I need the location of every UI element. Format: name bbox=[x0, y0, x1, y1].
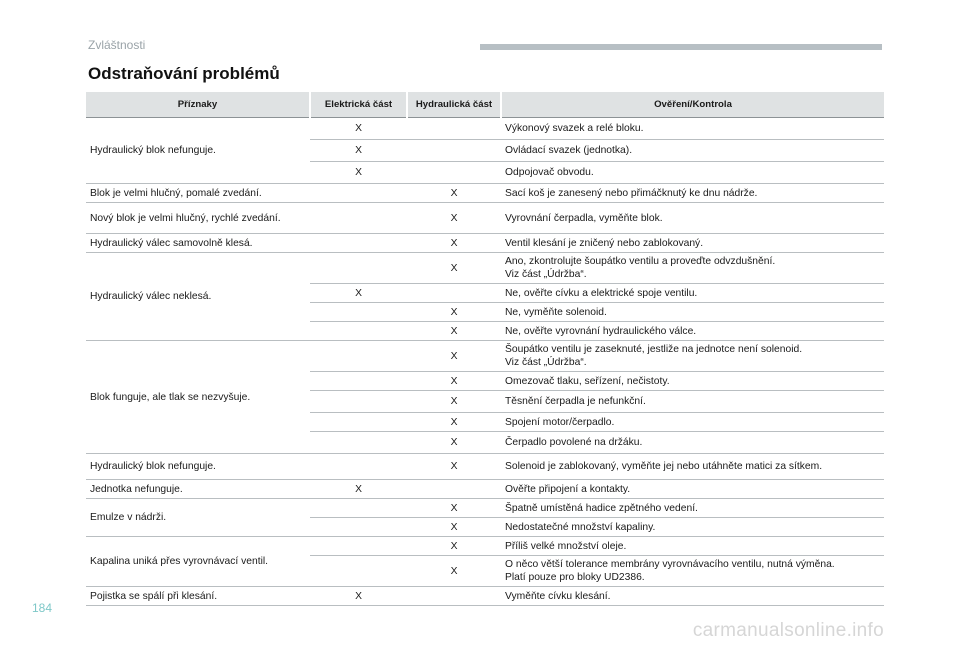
check-cell: Odpojovač obvodu. bbox=[501, 162, 884, 184]
table-row bbox=[86, 234, 884, 253]
check-cell: Ne, vyměňte solenoid. bbox=[501, 303, 884, 322]
table-row bbox=[86, 341, 884, 372]
hydraulic-mark: X bbox=[407, 413, 501, 432]
electrical-mark bbox=[310, 556, 407, 587]
check-cell: Ovládací svazek (jednotka). bbox=[501, 140, 884, 162]
check-cell: Vyměňte cívku klesání. bbox=[501, 587, 884, 606]
symptom-cell: Kapalina uniká přes vyrovnávací ventil. bbox=[86, 537, 310, 587]
symptom-cell: Hydraulický válec samovolně klesá. bbox=[86, 234, 310, 253]
table-row bbox=[86, 499, 884, 518]
check-cell bbox=[501, 556, 884, 587]
hydraulic-mark: X bbox=[407, 432, 501, 454]
table-row bbox=[86, 537, 884, 556]
hydraulic-mark: X bbox=[407, 203, 501, 234]
electrical-mark bbox=[310, 454, 407, 480]
hydraulic-mark: X bbox=[407, 253, 501, 284]
hydraulic-mark: X bbox=[407, 454, 501, 480]
electrical-mark: X bbox=[310, 284, 407, 303]
check-cell: Ne, ověřte vyrovnání hydraulického válce. bbox=[501, 322, 884, 341]
page-number: 184 bbox=[32, 601, 53, 615]
table-header-row bbox=[86, 92, 884, 118]
symptom-cell: Hydraulický blok nefunguje. bbox=[86, 454, 310, 480]
electrical-mark bbox=[310, 537, 407, 556]
check-line: Viz část „Údržba“. bbox=[505, 357, 587, 368]
check-line: Viz část „Údržba“. bbox=[505, 269, 587, 280]
check-line: Ano, zkontrolujte šoupátko ventilu a proveďte odvzdušnění. bbox=[505, 256, 776, 267]
hydraulic-mark: X bbox=[407, 303, 501, 322]
hydraulic-mark: X bbox=[407, 234, 501, 253]
hydraulic-mark: X bbox=[407, 391, 501, 413]
electrical-mark: X bbox=[310, 162, 407, 184]
hydraulic-mark: X bbox=[407, 518, 501, 537]
check-cell: Nedostatečné množství kapaliny. bbox=[501, 518, 884, 537]
check-cell: Špatně umístěná hadice zpětného vedení. bbox=[501, 499, 884, 518]
hydraulic-mark: X bbox=[407, 499, 501, 518]
check-cell: Spojení motor/čerpadlo. bbox=[501, 413, 884, 432]
check-cell bbox=[501, 253, 884, 284]
table-row bbox=[86, 454, 884, 480]
hydraulic-mark bbox=[407, 284, 501, 303]
hydraulic-mark: X bbox=[407, 341, 501, 372]
section-label: Zvláštnosti bbox=[88, 38, 146, 52]
hydraulic-mark: X bbox=[407, 372, 501, 391]
check-line: Šoupátko ventilu je zaseknuté, jestliže na jednotce není solenoid. bbox=[505, 344, 803, 355]
troubleshooting-table bbox=[86, 92, 884, 606]
hydraulic-mark bbox=[407, 480, 501, 499]
check-cell: Solenoid je zablokovaný, vyměňte jej nebo utáhněte matici za sítkem. bbox=[501, 454, 884, 480]
electrical-mark bbox=[310, 253, 407, 284]
electrical-mark: X bbox=[310, 140, 407, 162]
symptom-cell: Nový blok je velmi hlučný, rychlé zvedání. bbox=[86, 203, 310, 234]
electrical-mark bbox=[310, 322, 407, 341]
hydraulic-mark: X bbox=[407, 322, 501, 341]
check-cell: Čerpadlo povolené na držáku. bbox=[501, 432, 884, 454]
check-cell: Ne, ověřte cívku a elektrické spoje ventilu. bbox=[501, 284, 884, 303]
electrical-mark bbox=[310, 499, 407, 518]
electrical-mark bbox=[310, 432, 407, 454]
check-cell: Ventil klesání je zničený nebo zablokovaný. bbox=[501, 234, 884, 253]
table-row bbox=[86, 184, 884, 203]
electrical-mark bbox=[310, 413, 407, 432]
hydraulic-mark bbox=[407, 140, 501, 162]
symptom-cell: Blok funguje, ale tlak se nezvyšuje. bbox=[86, 341, 310, 454]
table-row bbox=[86, 587, 884, 606]
header-divider bbox=[480, 44, 882, 50]
check-line: O něco větší tolerance membrány vyrovnávacího ventilu, nutná výměna. bbox=[505, 559, 835, 570]
hydraulic-mark bbox=[407, 587, 501, 606]
electrical-mark bbox=[310, 303, 407, 322]
hydraulic-mark bbox=[407, 118, 501, 140]
check-cell: Vyrovnání čerpadla, vyměňte blok. bbox=[501, 203, 884, 234]
electrical-mark bbox=[310, 518, 407, 537]
electrical-mark bbox=[310, 203, 407, 234]
electrical-mark: X bbox=[310, 118, 407, 140]
symptom-cell: Blok je velmi hlučný, pomalé zvedání. bbox=[86, 184, 310, 203]
column-header-hydraulic: Hydraulická část bbox=[407, 92, 501, 118]
check-cell bbox=[501, 341, 884, 372]
page-title: Odstraňování problémů bbox=[88, 64, 280, 83]
check-cell: Příliš velké množství oleje. bbox=[501, 537, 884, 556]
check-cell: Výkonový svazek a relé bloku. bbox=[501, 118, 884, 140]
electrical-mark bbox=[310, 234, 407, 253]
check-cell: Těsnění čerpadla je nefunkční. bbox=[501, 391, 884, 413]
electrical-mark bbox=[310, 391, 407, 413]
table-row bbox=[86, 253, 884, 284]
check-cell: Omezovač tlaku, seřízení, nečistoty. bbox=[501, 372, 884, 391]
column-header-check: Ověření/Kontrola bbox=[501, 92, 884, 118]
symptom-cell: Pojistka se spálí při klesání. bbox=[86, 587, 310, 606]
symptom-cell: Hydraulický blok nefunguje. bbox=[86, 118, 310, 184]
table-row bbox=[86, 480, 884, 499]
symptom-cell: Jednotka nefunguje. bbox=[86, 480, 310, 499]
hydraulic-mark: X bbox=[407, 537, 501, 556]
hydraulic-mark: X bbox=[407, 184, 501, 203]
column-header-electrical: Elektrická část bbox=[310, 92, 407, 118]
watermark: carmanualsonline.info bbox=[692, 620, 884, 641]
electrical-mark bbox=[310, 184, 407, 203]
check-cell: Sací koš je zanesený nebo přimáčknutý ke dnu nádrže. bbox=[501, 184, 884, 203]
hydraulic-mark: X bbox=[407, 556, 501, 587]
electrical-mark: X bbox=[310, 587, 407, 606]
table-row bbox=[86, 118, 884, 140]
column-header-symptoms: Příznaky bbox=[86, 92, 310, 118]
electrical-mark: X bbox=[310, 480, 407, 499]
symptom-cell: Emulze v nádrži. bbox=[86, 499, 310, 537]
check-line: Platí pouze pro bloky UD2386. bbox=[505, 572, 645, 583]
check-cell: Ověřte připojení a kontakty. bbox=[501, 480, 884, 499]
table-row bbox=[86, 203, 884, 234]
electrical-mark bbox=[310, 372, 407, 391]
hydraulic-mark bbox=[407, 162, 501, 184]
symptom-cell: Hydraulický válec neklesá. bbox=[86, 253, 310, 341]
electrical-mark bbox=[310, 341, 407, 372]
